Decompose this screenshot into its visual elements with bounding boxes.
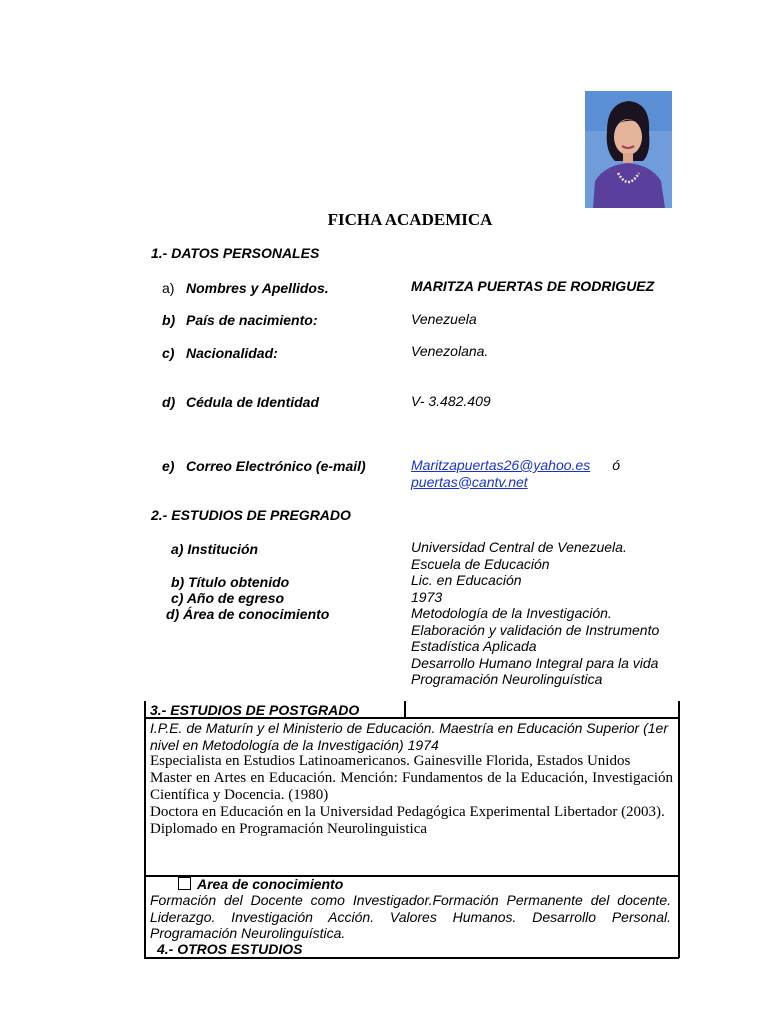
value-institution [411, 539, 627, 572]
section-heading-postgrad: 3.- ESTUDIOS DE POSTGRADO [150, 702, 360, 718]
postgrad-entry: Doctora en Educación en la Universidad Pedagógica Experimental Libertador (2003). [150, 804, 665, 820]
table-border-right [678, 701, 680, 958]
email-link-cantv[interactable]: puertas@cantv.net [411, 473, 528, 490]
value-email [411, 457, 620, 490]
checkbox-bullet-icon [178, 877, 191, 890]
profile-photo [585, 91, 672, 208]
label-letter: d) [162, 394, 176, 410]
value-knowledge-areas [411, 605, 659, 688]
section-heading-personal-data: 1.- DATOS PERSONALES [151, 245, 320, 261]
section-heading-other-studies: 4.- OTROS ESTUDIOS [157, 941, 303, 957]
table-border-bottom [144, 957, 679, 959]
label-text: Cédula de Identidad [186, 394, 320, 410]
area-item: Estadística Aplicada [411, 638, 537, 654]
table-divider-header [404, 701, 406, 718]
institution-line: Universidad Central de Venezuela. [411, 539, 627, 555]
value-degree: Lic. en Educación [411, 572, 522, 588]
value-year: 1973 [411, 589, 443, 605]
label-letter: b) [162, 312, 176, 328]
section-heading-undergrad: 2.- ESTUDIOS DE PREGRADO [151, 507, 351, 523]
area-item: Metodología de la Investigación. [411, 605, 612, 621]
label-nationality [162, 345, 278, 361]
label-text: Nacionalidad: [186, 345, 278, 361]
area-heading [178, 876, 343, 892]
label-birth-country [162, 312, 317, 328]
postgrad-table [144, 701, 679, 958]
page-title: FICHA ACADEMICA [327, 210, 493, 229]
label-letter: a) [162, 280, 175, 296]
email-link-yahoo[interactable]: Maritzapuertas26@yahoo.es [411, 457, 591, 473]
email-separator: ó [612, 457, 620, 473]
label-text: Nombres y Apellidos. [186, 280, 329, 296]
label-text: País de nacimiento: [186, 312, 318, 328]
area-item: Desarrollo Humano Integral para la vida [411, 654, 659, 671]
institution-line: Escuela de Educación [411, 555, 550, 572]
area-heading-text: Area de conocimiento [197, 876, 344, 892]
value-id-card: V- 3.482.409 [411, 393, 491, 409]
area-item: Programación Neurolinguística [411, 671, 603, 687]
label-text: Correo Electrónico (e-mail) [186, 458, 366, 474]
label-degree: b) Título obtenido [171, 574, 290, 590]
table-border-left [144, 701, 146, 958]
value-full-name: MARITZA PUERTAS DE RODRIGUEZ [411, 278, 655, 294]
label-year: c) Año de egreso [171, 590, 285, 606]
area-text: Formación del Docente como Investigador.Formación Permanente del docente. Liderazgo. Investigación Acción. Valores Humanos. Desarrollo Personal. Programación Neurolinguística. [150, 892, 671, 941]
portrait-image [585, 91, 672, 208]
label-letter: c) [162, 345, 175, 361]
label-knowledge-area: d) Área de conocimiento [166, 606, 330, 622]
postgrad-entries [150, 720, 673, 838]
postgrad-entry: Diplomado en Programación Neurolinguistica [150, 821, 428, 837]
postgrad-entry: Master en Artes en Educación. Mención: Fundamentos de la Educación, Investigación Científica y Docencia. (1980) [150, 770, 673, 803]
value-nationality: Venezolana. [411, 343, 489, 359]
value-birth-country: Venezuela [411, 311, 477, 327]
label-institution: a) Institución [171, 541, 259, 557]
postgrad-entry-maestria: I.P.E. de Maturín y el Ministerio de Educación. Maestría en Educación Superior (1er nivel en Metodología de la Investigación) 1974 [150, 720, 669, 753]
label-full-name [162, 280, 329, 296]
area-item: Elaboración y validación de Instrumento [411, 621, 660, 638]
postgrad-entry: Especialista en Estudios Latinoamericanos. Gainesville Florida, Estados Unidos [150, 753, 631, 769]
label-id-card [162, 394, 319, 410]
label-letter: e) [162, 458, 175, 474]
label-email [162, 458, 366, 474]
